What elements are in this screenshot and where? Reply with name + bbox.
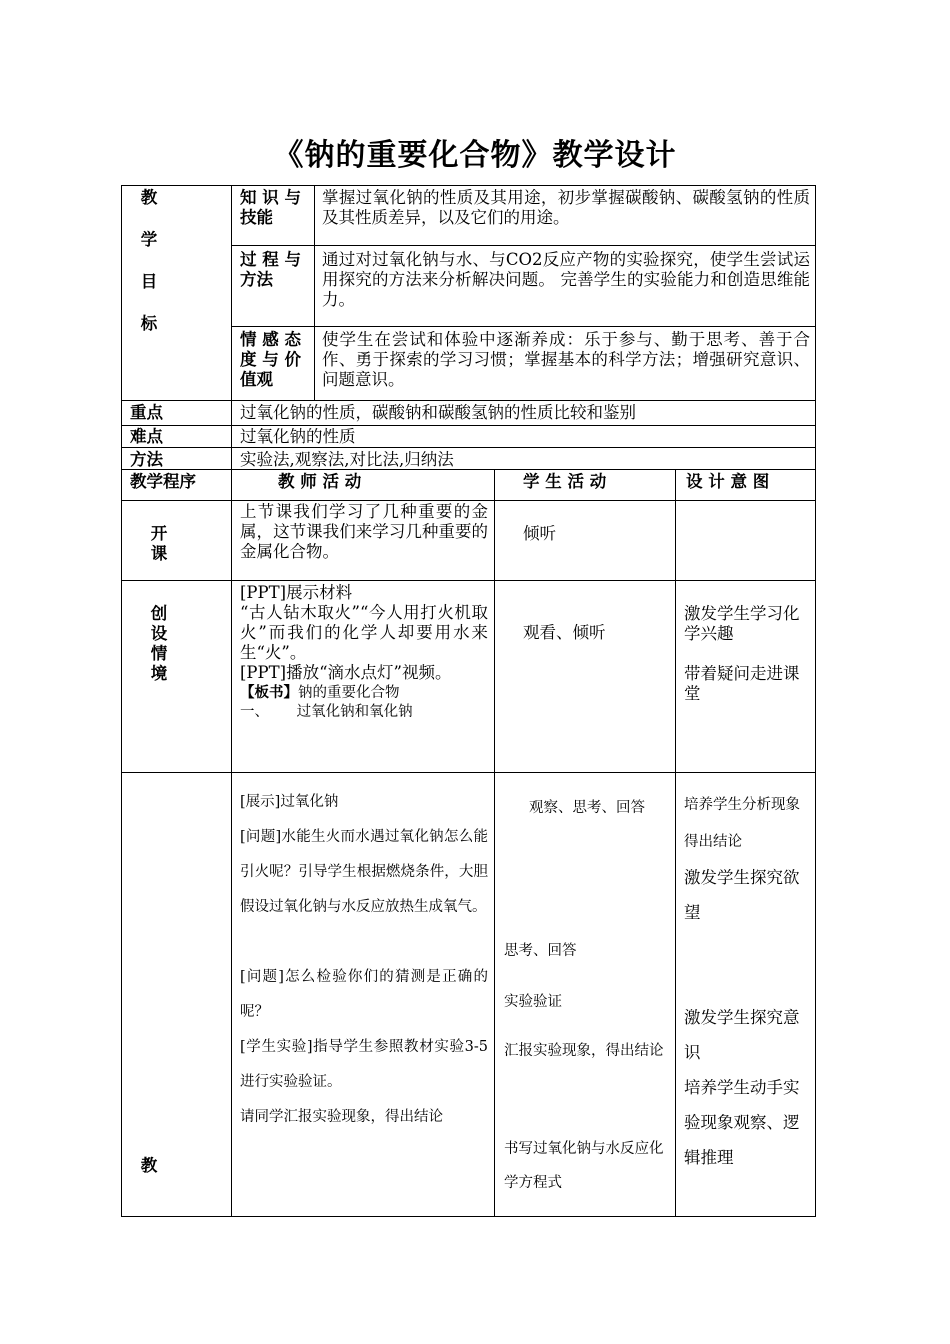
- header-design-intent: 设 计 意 图: [686, 472, 770, 491]
- goal-emotion-label-line: 情 感 态: [240, 330, 301, 349]
- intent-awareness: 激发学生探究意识: [684, 1008, 800, 1062]
- key-point-text: 过氧化钠的性质，碳酸钠和碳酸氢钠的性质比较和鉴别: [240, 403, 636, 422]
- row-scene-intent: [684, 604, 810, 704]
- teacher-experiment: [学生实验]指导学生参照教材实验3-5进行实验验证。: [240, 1039, 488, 1090]
- goal-process-label: [240, 250, 312, 290]
- row-open-teacher: 上节课我们学习了几种重要的金属，这节课我们来学习几种重要的金属化合物。: [240, 502, 488, 561]
- goal-emotion-label-line: 度 与 价: [240, 350, 301, 369]
- row-open-label-char: 课: [150, 544, 168, 563]
- row-open-label: [122, 524, 196, 564]
- row-teach-label: 教: [140, 1156, 158, 1175]
- goal-process-label-line: 方法: [240, 270, 273, 289]
- difficulty-label: 难点: [130, 427, 163, 446]
- row-teach-student-5: 书写过氧化钠与水反应化学方程式: [504, 1141, 664, 1191]
- method-text: 实验法,观察法,对比法,归纳法: [240, 450, 454, 469]
- goals-label-char: 标: [140, 314, 158, 333]
- goal-knowledge-label-line: 技能: [240, 208, 273, 227]
- goals-label-char: 目: [140, 272, 158, 291]
- intent-analyze: [684, 786, 808, 860]
- method-label: 方法: [130, 450, 163, 469]
- row-scene-intent-1: 激发学生学习化学兴趣: [684, 604, 800, 643]
- goals-label-char: 学: [140, 230, 158, 249]
- row-teach-student-3: 实验验证: [504, 994, 562, 1010]
- goals-label: [122, 188, 176, 356]
- intent-analyze-text: 培养学生分析现象得出结论: [684, 797, 800, 850]
- row-scene-label-char: 设: [150, 624, 168, 643]
- row-scene-teacher-line: [PPT]展示材料: [240, 583, 353, 602]
- goal-process-label-line: 过 程 与: [240, 250, 301, 269]
- key-point-label: 重点: [130, 403, 163, 422]
- goal-emotion-label: [240, 330, 312, 390]
- teacher-report: 请同学汇报实验现象，得出结论: [240, 1109, 443, 1125]
- board-text: 钠的重要化合物: [298, 685, 400, 701]
- teacher-question-1: [问题]水能生火而水遇过氧化钠怎么能引火呢？引导学生根据燃烧条件，大胆假设过氧化钠与水反应放热生成氧气。: [240, 829, 488, 915]
- intent-hands-on: 培养学生动手实验现象观察、逻辑推理: [684, 1078, 800, 1167]
- row-scene-teacher: [240, 583, 488, 722]
- row-scene-label-char: 情: [150, 644, 168, 663]
- row-scene-teacher-line: [PPT]播放“滴水点灯”视频。: [240, 663, 452, 682]
- teacher-show: [展示]过氧化钠: [240, 794, 339, 810]
- row-scene-teacher-line: “古人钻木取火”“今人用打火机取火”而我们的化学人却要用水来生“火”。: [240, 603, 488, 662]
- row-teach-teacher: [240, 785, 488, 1135]
- goal-process-text: 通过对过氧化钠与水、与CO2反应产物的实验探究，使学生尝试运用探究的方法来分析解决问题。 完善学生的实验能力和创造思维能力。: [322, 250, 810, 309]
- row-scene-label: [122, 604, 196, 684]
- row-scene-student: 观看、倾听: [523, 623, 606, 642]
- difficulty-text: 过氧化钠的性质: [240, 427, 356, 446]
- row-scene-intent-2: 带着疑问走进课堂: [684, 664, 800, 703]
- header-student-activity: 学 生 活 动: [523, 472, 607, 491]
- row-scene-board-sub: 一、 过氧化钠和氧化钠: [240, 704, 413, 720]
- goal-knowledge-label: [240, 188, 312, 228]
- row-scene-board: [240, 683, 488, 703]
- intent-explore: 激发学生探究欲望: [684, 868, 800, 922]
- goal-emotion-text: 使学生在尝试和体验中逐渐养成：乐于参与、勤于思考、善于合作、勇于探索的学习习惯；掌握基本的科学方法；增强研究意识、问题意识。: [322, 330, 810, 389]
- row-teach-student-1: 观察、思考、回答: [529, 800, 645, 816]
- goal-knowledge-label-line: 知 识 与: [240, 188, 301, 207]
- goals-label-char: 教: [140, 188, 158, 207]
- document-title: 《钠的重要化合物》教学设计: [273, 138, 677, 173]
- row-teach-student-4: 汇报实验现象，得出结论: [504, 1043, 664, 1059]
- goal-emotion-label-line: 值观: [240, 370, 273, 389]
- row-scene-label-char: 境: [150, 664, 168, 683]
- goal-knowledge-text: 掌握过氧化钠的性质及其用途，初步掌握碳酸钠、碳酸氢钠的性质及其性质差异，以及它们的用途。: [322, 188, 810, 227]
- header-procedure: 教学程序: [130, 472, 196, 491]
- row-teach-intent: [684, 786, 808, 1175]
- row-teach-student-2: 思考、回答: [504, 943, 577, 959]
- row-open-student: 倾听: [523, 524, 556, 543]
- teacher-question-2: [问题]怎么检验你们的猜测是正确的呢？: [240, 969, 488, 1020]
- header-teacher-activity: 教 师 活 动: [278, 472, 362, 491]
- row-open-label-char: 开: [150, 524, 168, 543]
- board-tag: 【板书】: [240, 684, 298, 701]
- row-scene-label-char: 创: [150, 604, 168, 623]
